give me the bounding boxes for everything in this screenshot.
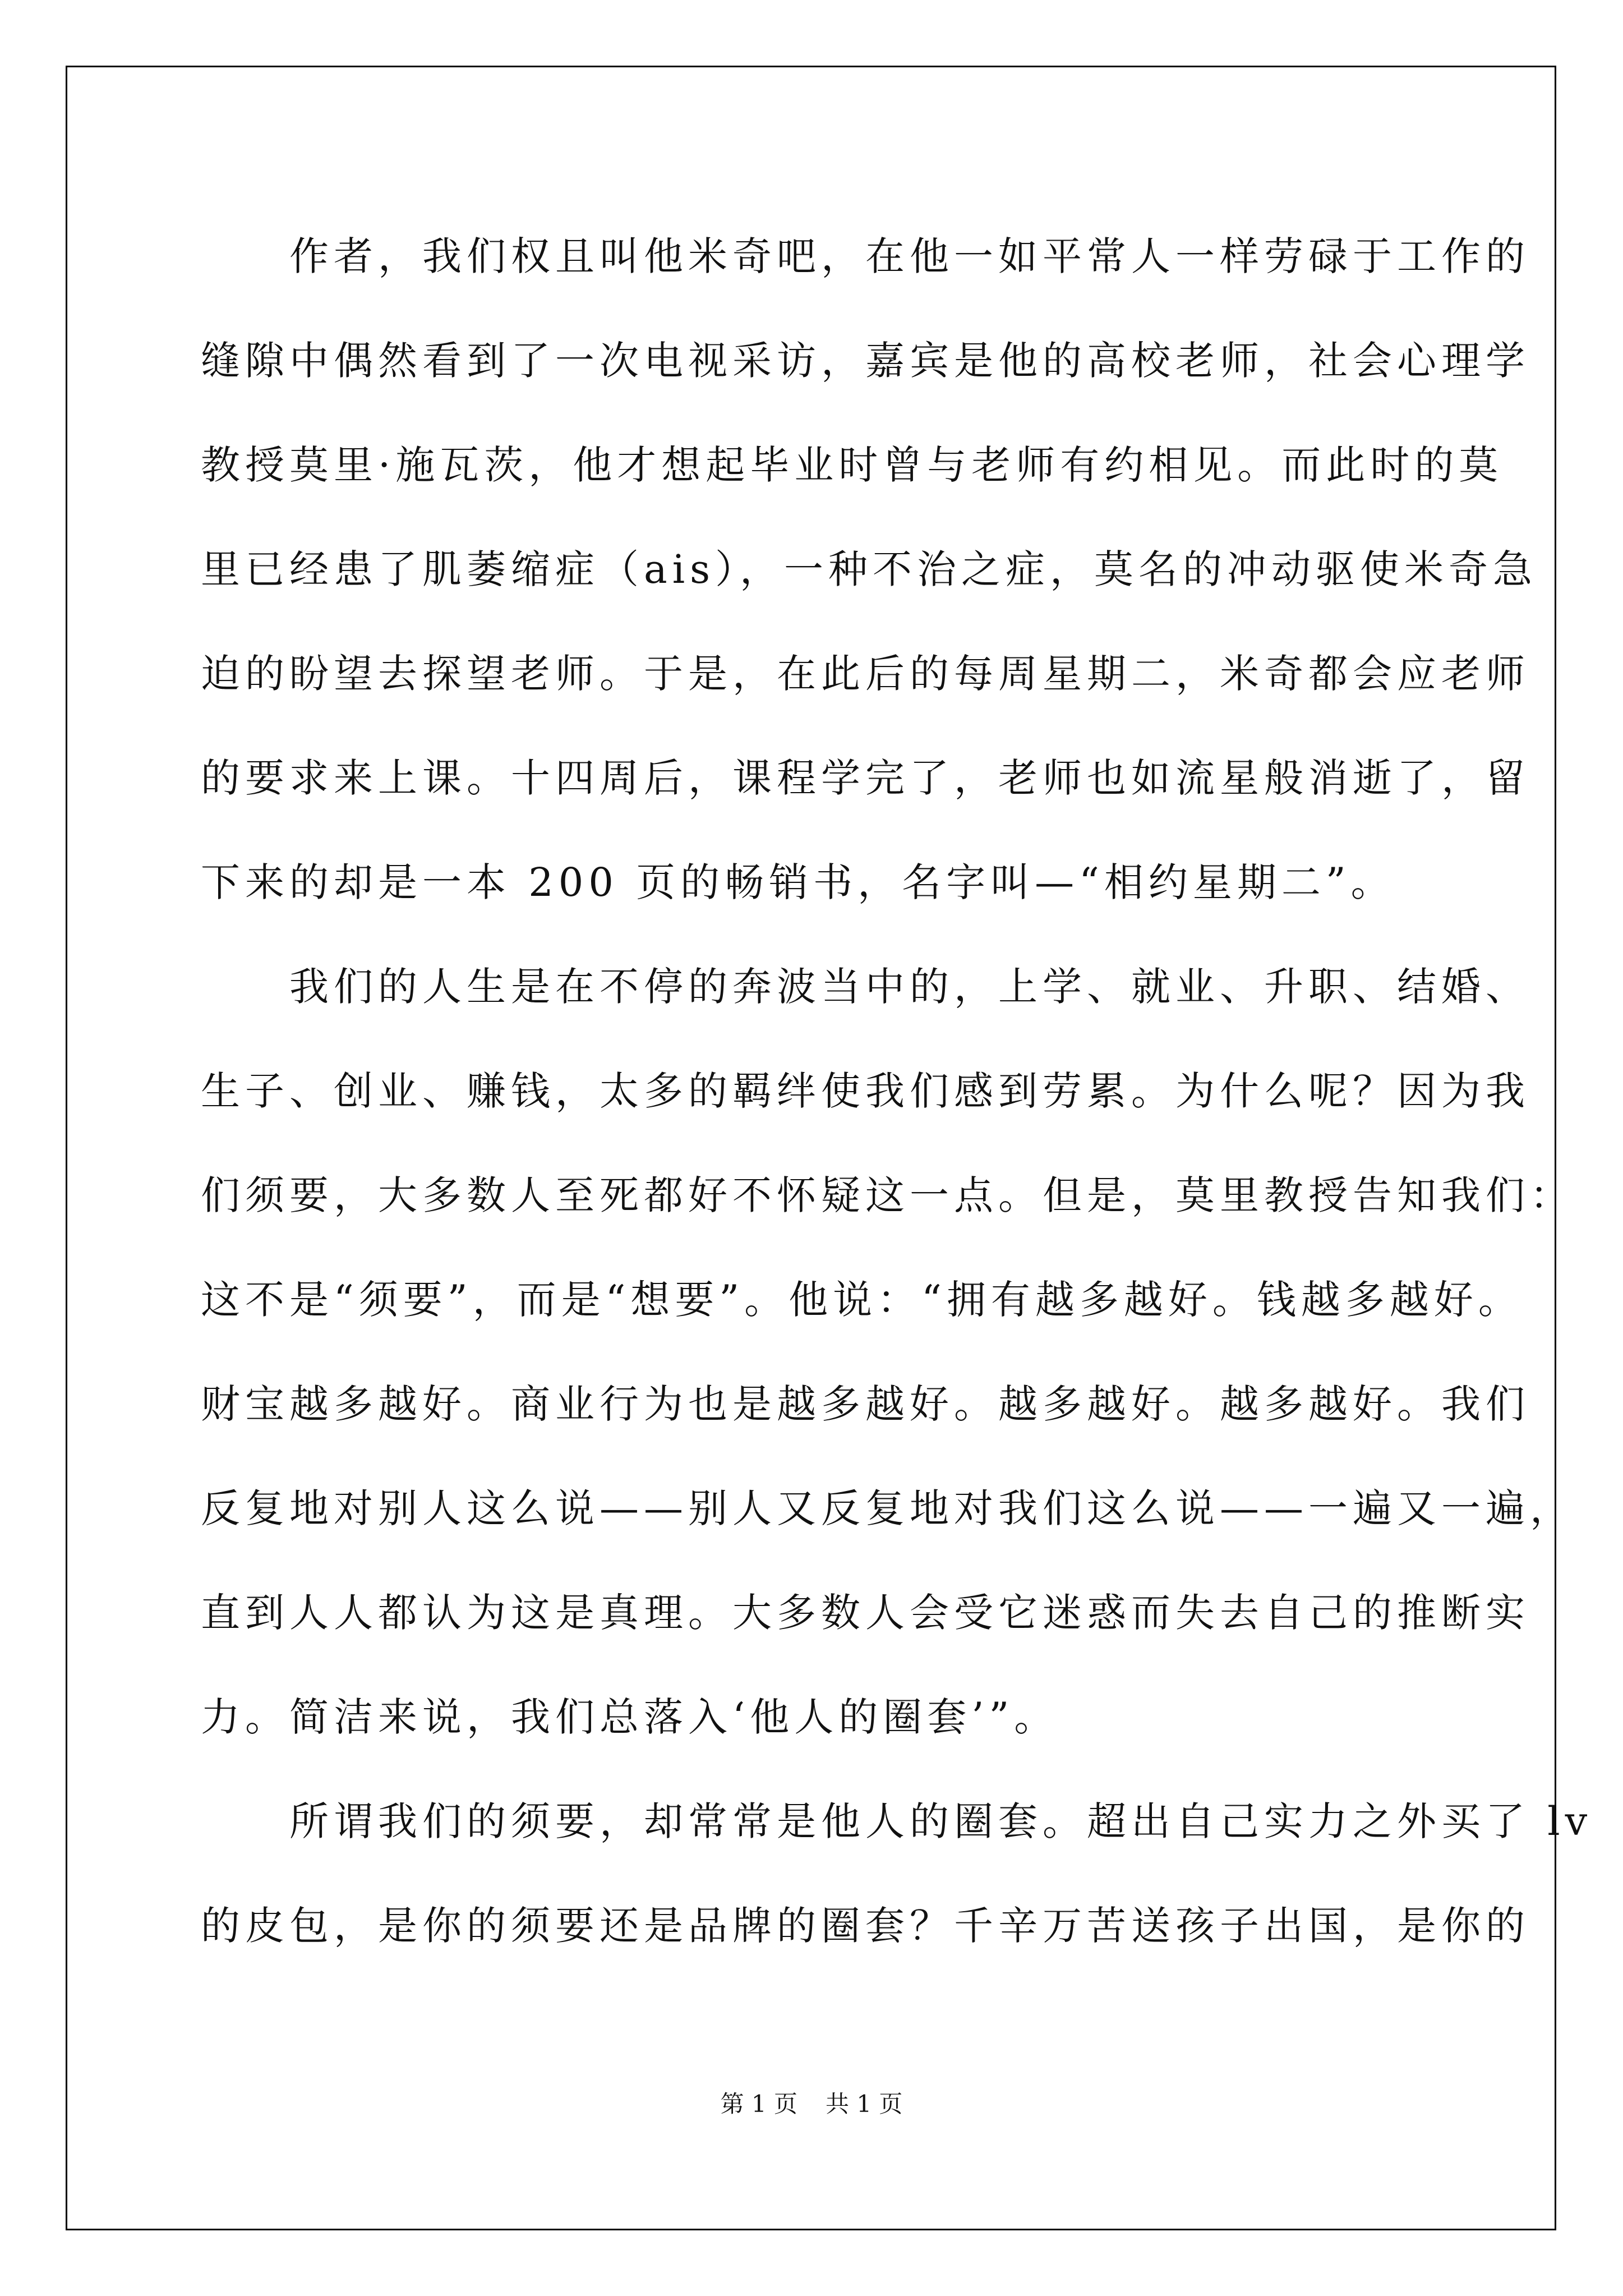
text-line: 生子、创业、赚钱，太多的羁绊使我们感到劳累。为什么呢？因为我	[201, 1068, 1530, 1114]
text-line: 财宝越多越好。商业行为也是越多越好。越多越好。越多越好。我们	[201, 1381, 1530, 1427]
text-line: 们须要，大多数人至死都好不怀疑这一点。但是，莫里教授告知我们：	[201, 1172, 1574, 1218]
text-line: 教授莫里·施瓦茨，他才想起毕业时曾与老师有约相见。而此时的莫	[201, 442, 1504, 488]
text-line: 反复地对别人这么说——别人又反复地对我们这么说——一遍又一遍，	[201, 1485, 1574, 1531]
text-line: 迫的盼望去探望老师。于是，在此后的每周星期二，米奇都会应老师	[201, 651, 1530, 697]
text-line: 所谓我们的须要，却常常是他人的圈套。超出自己实力之外买了 lv	[201, 1798, 1593, 1844]
text-line: 这不是“须要”，而是“想要”。他说：“拥有越多越好。钱越多越好。	[201, 1277, 1523, 1323]
page-number-current: 第 1 页	[720, 2090, 797, 2118]
text-line: 下来的却是一本 200 页的畅销书，名字叫—“相约星期二”。	[201, 859, 1395, 905]
text-line: 里已经患了肌萎缩症（ais），一种不治之症，莫名的冲动驱使米奇急	[201, 546, 1538, 592]
text-line: 力。简洁来说，我们总落入‘他人的圈套’”。	[201, 1694, 1059, 1740]
text-line: 的皮包，是你的须要还是品牌的圈套？千辛万苦送孩子出国，是你的	[201, 1903, 1530, 1949]
text-line: 作者，我们权且叫他米奇吧，在他一如平常人一样劳碌于工作的	[201, 233, 1530, 279]
page-footer	[0, 2088, 1623, 2120]
text-line: 我们的人生是在不停的奔波当中的，上学、就业、升职、结婚、	[201, 964, 1530, 1010]
page-number-total: 共 1 页	[826, 2090, 903, 2118]
text-line: 直到人人都认为这是真理。大多数人会受它迷惑而失去自己的推断实	[201, 1590, 1530, 1636]
text-line: 缝隙中偶然看到了一次电视采访，嘉宾是他的高校老师，社会心理学	[201, 338, 1530, 384]
text-line: 的要求来上课。十四周后，课程学完了，老师也如流星般消逝了，留	[201, 755, 1530, 801]
